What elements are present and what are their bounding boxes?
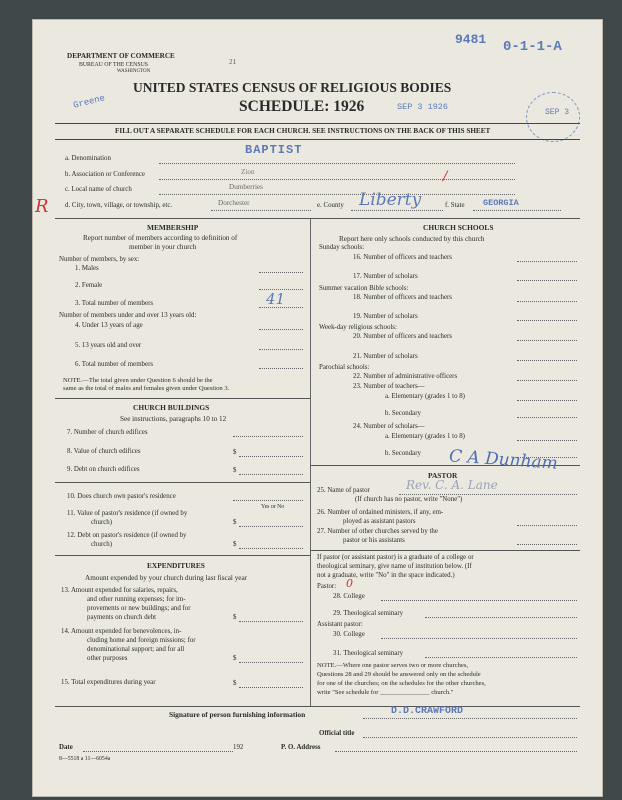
official-title-label: Official title (319, 730, 355, 737)
form-number: 21 (229, 58, 237, 66)
q19-scholars: 19. Number of scholars (353, 313, 418, 320)
assistant-pastor-label: Assistant pastor: (317, 621, 363, 628)
department-name: DEPARTMENT OF COMMERCE (67, 52, 175, 60)
association-label: b. Association or Conference (65, 171, 145, 178)
form-title: UNITED STATES CENSUS OF RELIGIOUS BODIES (133, 80, 452, 95)
state-label: f. State (445, 202, 465, 209)
q21-scholars: 21. Number of scholars (353, 353, 418, 360)
q1-males: 1. Males (75, 265, 99, 272)
q28-college: 28. College (333, 593, 365, 600)
q2-females: 2. Female (75, 282, 103, 289)
date-year: 192 (233, 744, 244, 751)
buildings-instruction: See instructions, paragraphs 10 to 12 (120, 415, 227, 423)
q9-debt-edifices: 9. Debt on church edifices (67, 466, 140, 473)
pastor-grad-note-3: not a graduate, write "No" in the space indicated.) (317, 572, 455, 579)
membership-heading: MEMBERSHIP (147, 223, 199, 232)
association-value[interactable]: Zion (241, 168, 255, 176)
membership-instruction-2: member in your church (129, 243, 197, 251)
q13-line-2: and other running expenses; for im- (87, 596, 186, 603)
q17-scholars: 17. Number of scholars (353, 273, 418, 280)
q29-seminary: 29. Theological seminary (333, 610, 404, 617)
q31-seminary: 31. Theological seminary (333, 650, 404, 657)
q24-secondary: b. Secondary (385, 450, 421, 457)
pastor-label: Pastor: (317, 583, 337, 590)
county-value[interactable]: Liberty (359, 190, 422, 210)
city-name: WASHINGTON (117, 69, 151, 74)
sunday-schools-label: Sunday schools: (319, 244, 364, 251)
pastor-grad-note-2: theological seminary, give name of institution below. (If (317, 563, 472, 570)
q23-secondary: b. Secondary (385, 410, 421, 417)
q23-teachers: 23. Number of teachers— (353, 383, 425, 390)
church-schools-heading: CHURCH SCHOOLS (423, 223, 494, 232)
q18-officers: 18. Number of officers and teachers (353, 294, 452, 301)
q7-edifices: 7. Number of church edifices (67, 429, 148, 436)
pastor-heading: PASTOR (428, 471, 458, 480)
q14-line-1: 14. Amount expended for benevolences, in- (61, 628, 182, 635)
q14-line-4: other purposes (87, 655, 128, 662)
church-name-value[interactable]: Dumberries (229, 183, 263, 191)
church-buildings-heading: CHURCH BUILDINGS (133, 403, 210, 412)
parochial-schools-label: Parochial schools: (319, 364, 370, 371)
q13-line-4: payments on church debt (87, 614, 157, 621)
q6-total: 6. Total number of members (75, 361, 154, 368)
members-over-13-label: Number of members under and over 13 years old: (59, 312, 197, 319)
membership-note-1: NOTE.—The total given under Question 6 should be the (63, 377, 213, 384)
q16-officers: 16. Number of officers and teachers (353, 254, 452, 261)
pastor-grad-note-1: If pastor (or assistant pastor) is a graduate of a college or (317, 554, 474, 561)
yes-or-no-hint: Yes or No (261, 504, 285, 510)
pastor-note-1: NOTE.—Where one pastor serves two or more churches, (317, 662, 469, 669)
q14-line-2: cluding home and foreign missions; for (87, 637, 196, 644)
church-name-label: c. Local name of church (65, 186, 132, 193)
q3-total-members: 3. Total number of members (75, 300, 154, 307)
q13-line-1: 13. Amount expended for salaries, repairs, (61, 587, 178, 594)
pastor-note-4: write "See schedule for _______________ church." (317, 689, 454, 696)
q11-value-residence: 11. Value of pastor's residence (if owned by (67, 510, 188, 517)
expenditures-heading: EXPENDITURES (147, 561, 205, 570)
red-r-mark: R (35, 196, 49, 217)
membership-note-2: same as the total of males and females given under Question 3. (63, 385, 230, 392)
q12-dollar: $ (233, 541, 237, 548)
q12-continued: church) (91, 541, 113, 548)
q27-line-1: 27. Number of other churches served by the (317, 528, 438, 535)
county-stamp: Greene (72, 93, 107, 111)
q23-elementary: a. Elementary (grades 1 to 8) (385, 393, 465, 400)
pastor-red-mark: 0 (346, 577, 353, 590)
po-address-label: P. O. Address (281, 744, 321, 751)
census-schedule-form (33, 20, 602, 796)
total-members-value[interactable]: 41 (266, 290, 286, 308)
pastor-signature-annotation: C A Dunham (448, 446, 559, 474)
seal-text: SEP 3 (545, 108, 570, 117)
date-label: Date (59, 744, 73, 751)
q11-continued: church) (91, 519, 113, 526)
q10-pastor-residence: 10. Does church own pastor's residence (67, 493, 176, 500)
code-stamp: 0-1-1-A (503, 39, 562, 55)
q15-total-expenditures: 15. Total expenditures during year (61, 679, 156, 686)
pastor-note-2: Questions 28 and 29 should be answered only on the schedule (317, 671, 481, 678)
date-stamp: SEP 3 1926 (397, 102, 449, 112)
q4-under-13: 4. Under 13 years of age (75, 322, 143, 329)
denomination-label: a. Denomination (65, 155, 111, 162)
q13-dollar: $ (233, 614, 237, 621)
membership-instruction-1: Report number of members according to definition of (83, 234, 238, 242)
serial-number-stamp: 9481 (455, 32, 487, 47)
q22-admin-officers: 22. Number of administrative officers (353, 373, 458, 380)
q26-line-1: 26. Number of ordained ministers, if any, em- (317, 509, 444, 516)
print-code: 8—5518 a 11—6054a (59, 756, 111, 762)
q8-value-edifices: 8. Value of church edifices (67, 448, 141, 455)
schools-instruction: Report here only schools conducted by this church (339, 235, 485, 243)
q15-dollar: $ (233, 680, 237, 687)
pastor-name-value[interactable]: Rev. C. A. Lane (406, 478, 498, 492)
signature-value[interactable]: D.D.CRAWFORD (391, 706, 464, 717)
q25-pastor-name: 25. Name of pastor (317, 487, 370, 494)
q8-dollar: $ (233, 449, 237, 456)
denomination-value[interactable]: BAPTIST (245, 143, 303, 157)
q14-dollar: $ (233, 655, 237, 662)
signature-label: Signature of person furnishing information (169, 710, 306, 719)
q11-dollar: $ (233, 519, 237, 526)
pastor-note-3: for one of the churches; on the schedules for the other churches, (317, 680, 486, 687)
received-seal (526, 92, 580, 142)
q14-line-3: denominational support; and for all (87, 646, 185, 653)
city-value[interactable]: Dorchester (218, 199, 250, 207)
state-value[interactable]: GEORGIA (483, 198, 519, 208)
q26-line-2: ployed as assistant pastors (343, 518, 416, 525)
q9-dollar: $ (233, 467, 237, 474)
expenditures-instruction: Amount expended by your church during last fiscal year (85, 574, 248, 582)
q24-scholars: 24. Number of scholars— (353, 423, 425, 430)
q5-13-and-over: 5. 13 years old and over (75, 342, 142, 349)
q27-line-2: pastor or his assistants (343, 537, 405, 544)
instruction-banner: FILL OUT A SEPARATE SCHEDULE FOR EACH CHURCH. SEE INSTRUCTIONS ON THE BACK OF THIS SHEET (115, 127, 491, 135)
red-tick-mark: / (443, 169, 448, 184)
summer-schools-label: Summer vacation Bible schools: (319, 285, 409, 292)
weekday-schools-label: Week-day religious schools: (319, 324, 397, 331)
schedule-title: SCHEDULE: 1926 (239, 98, 365, 115)
county-label: e. County (317, 202, 344, 209)
q12-debt-residence: 12. Debt on pastor's residence (if owned by (67, 532, 187, 539)
q24-elementary: a. Elementary (grades 1 to 8) (385, 433, 465, 440)
q13-line-3: provements or new buildings; and for (87, 605, 191, 612)
members-by-sex-label: Number of members, by sex: (59, 256, 140, 263)
q25-hint: (If church has no pastor, write "None") (355, 496, 463, 503)
bureau-name: BUREAU OF THE CENSUS (79, 62, 148, 68)
q30-college: 30. College (333, 631, 365, 638)
q20-officers: 20. Number of officers and teachers (353, 333, 452, 340)
city-label: d. City, town, village, or township, etc. (65, 202, 173, 209)
